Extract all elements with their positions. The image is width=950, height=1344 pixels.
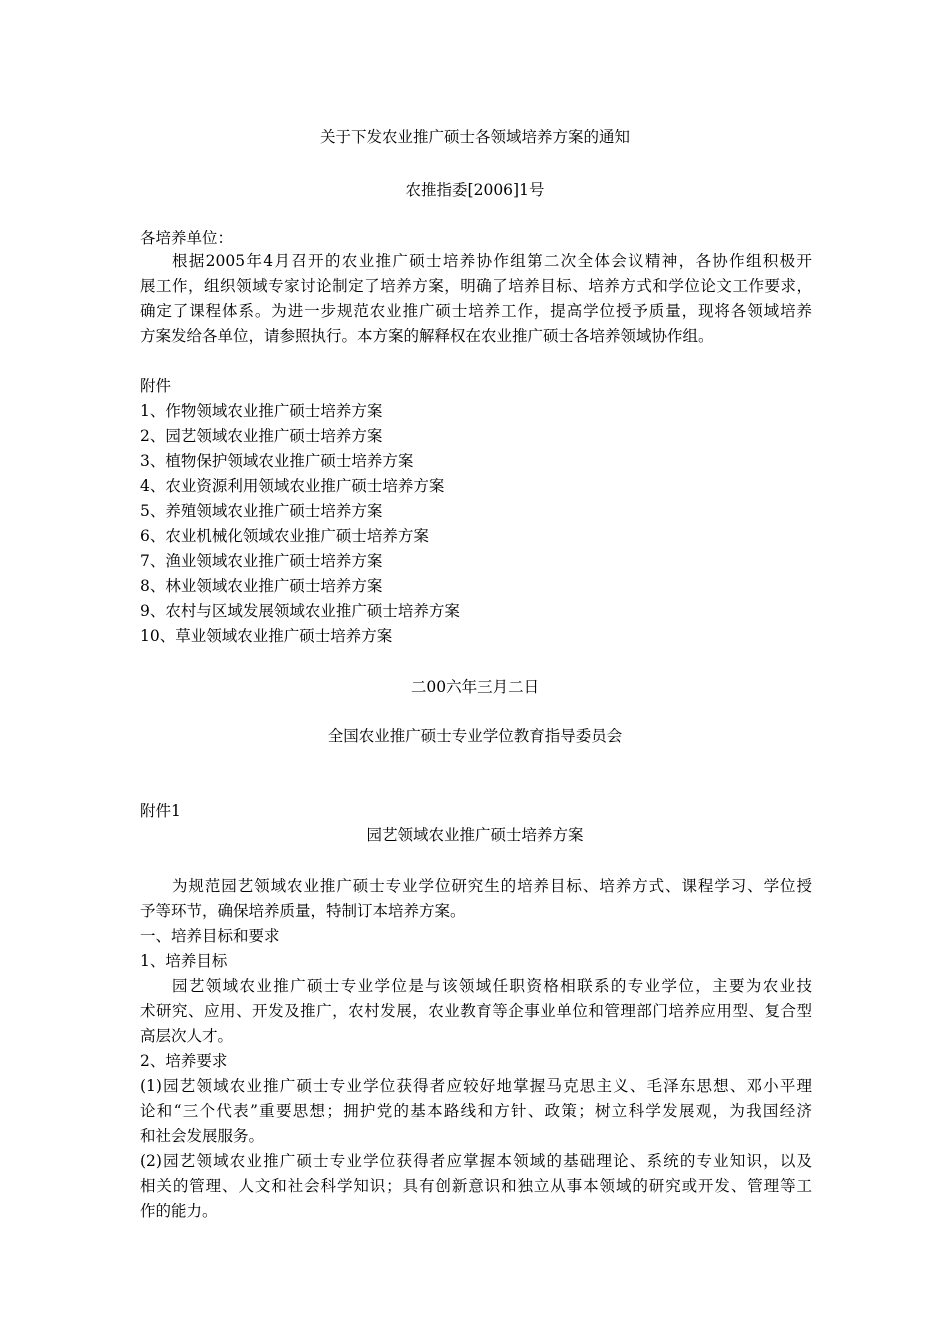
attachment1-label: 附件1 <box>140 802 181 820</box>
attachment-item: 2、园艺领域农业推广硕士培养方案 <box>140 427 383 445</box>
req1-line: 和社会发展服务。 <box>140 1127 265 1145</box>
req2-line: 作的能力。 <box>140 1202 218 1220</box>
req1-line: 论和“三个代表”重要思想；拥护党的基本路线和方针、政策；树立科学发展观，为我国经济 <box>140 1102 812 1120</box>
attachment-item: 6、农业机械化领域农业推广硕士培养方案 <box>140 527 429 545</box>
body-line: 根据2005年4月召开的农业推广硕士培养协作组第二次全体会议精神，各协作组积极开 <box>172 252 812 270</box>
section1-heading: 一、培养目标和要求 <box>140 927 280 945</box>
attachment-item: 7、渔业领域农业推广硕士培养方案 <box>140 552 383 570</box>
attachment-item: 10、草业领域农业推广硕士培养方案 <box>140 627 393 645</box>
attachment-item: 3、植物保护领域农业推广硕士培养方案 <box>140 452 414 470</box>
notice-title: 关于下发农业推广硕士各领域培养方案的通知 <box>319 128 630 146</box>
attachment1-title: 园艺领域农业推广硕士培养方案 <box>366 826 584 844</box>
goal-line: 术研究、应用、开发及推广，农村发展，农业教育等企事业单位和管理部门培养应用型、复合型 <box>140 1002 812 1020</box>
salutation: 各培养单位： <box>140 229 234 247</box>
sub1-heading: 1、培养目标 <box>140 952 228 970</box>
attachment-item: 9、农村与区域发展领域农业推广硕士培养方案 <box>140 602 460 620</box>
req1-line: (1)园艺领域农业推广硕士专业学位获得者应较好地掌握马克思主义、毛泽东思想、邓小平理 <box>140 1077 812 1095</box>
sub2-heading: 2、培养要求 <box>140 1052 228 1070</box>
issuer: 全国农业推广硕士专业学位教育指导委员会 <box>327 727 623 745</box>
goal-line: 园艺领域农业推广硕士专业学位是与该领域任职资格相联系的专业学位，主要为农业技 <box>172 977 812 995</box>
body-line: 展工作，组织领域专家讨论制定了培养方案，明确了培养目标、培养方式和学位论文工作要求， <box>140 277 812 295</box>
goal-line: 高层次人才。 <box>140 1027 234 1045</box>
doc-number: 农推指委[2006]1号 <box>405 181 545 199</box>
attachment-item: 1、作物领域农业推广硕士培养方案 <box>140 402 383 420</box>
req2-line: 相关的管理、人文和社会科学知识；具有创新意识和独立从事本领域的研究或开发、管理等工 <box>140 1177 812 1195</box>
attachment-item: 8、林业领域农业推广硕士培养方案 <box>140 577 383 595</box>
intro-line: 予等环节，确保培养质量，特制订本培养方案。 <box>140 902 466 920</box>
req2-line: (2)园艺领域农业推广硕士专业学位获得者应掌握本领域的基础理论、系统的专业知识，以及 <box>140 1152 812 1170</box>
notice-date: 二00六年三月二日 <box>410 678 540 696</box>
attachment-item: 4、农业资源利用领域农业推广硕士培养方案 <box>140 477 445 495</box>
intro-line: 为规范园艺领域农业推广硕士专业学位研究生的培养目标、培养方式、课程学习、学位授 <box>172 877 812 895</box>
attachment-item: 5、养殖领域农业推广硕士培养方案 <box>140 502 383 520</box>
attachments-heading: 附件 <box>140 377 172 395</box>
body-line: 方案发给各单位，请参照执行。本方案的解释权在农业推广硕士各培养领域协作组。 <box>140 327 714 345</box>
body-line: 确定了课程体系。为进一步规范农业推广硕士培养工作，提高学位授予质量，现将各领域培养 <box>140 302 812 320</box>
